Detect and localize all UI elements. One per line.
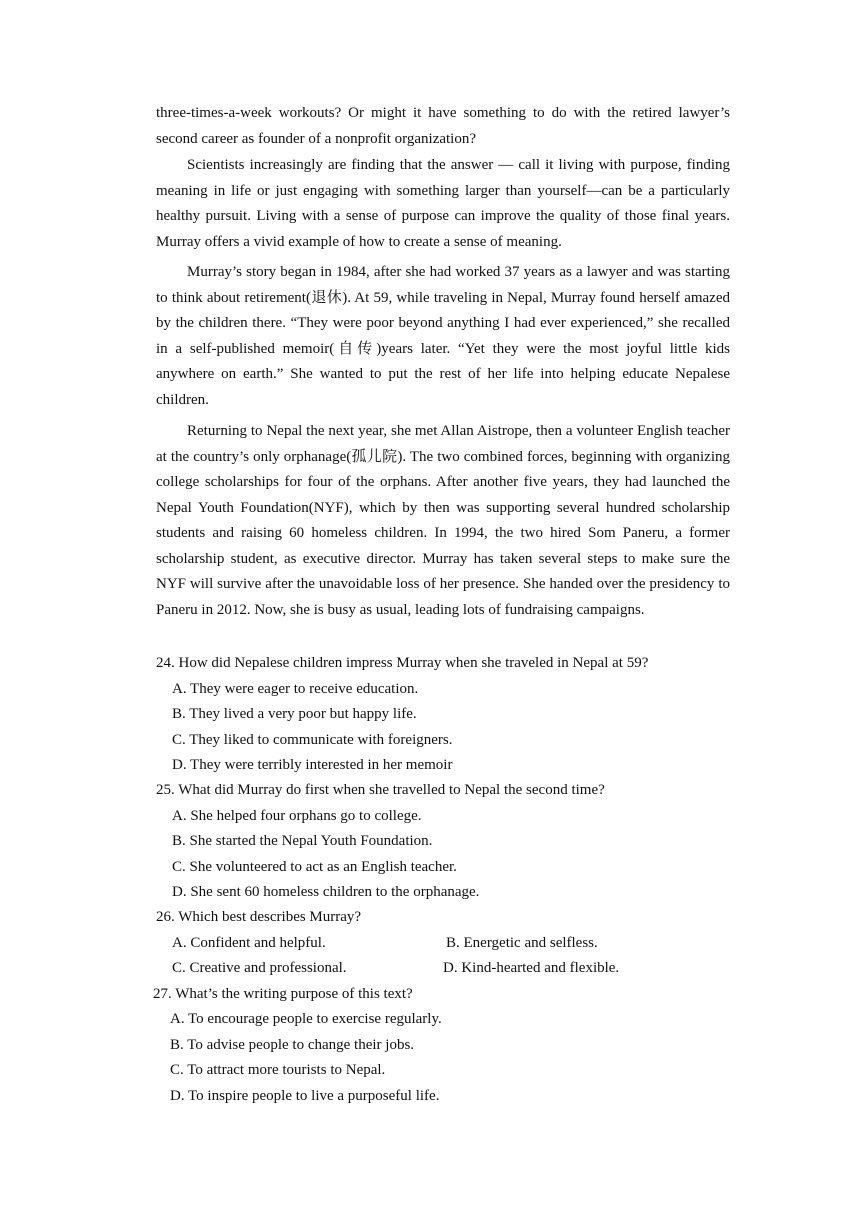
question-27-option-c: C. To attract more tourists to Nepal. xyxy=(170,1062,386,1078)
question-26-option-c: C. Creative and professional. xyxy=(172,960,347,976)
question-25-option-d: D. She sent 60 homeless children to the orphanage. xyxy=(172,884,480,900)
question-26-option-a: A. Confident and helpful. xyxy=(172,935,326,951)
question-24-option-c: C. They liked to communicate with foreigners. xyxy=(172,732,453,748)
question-24-option-d: D. They were terribly interested in her memoir xyxy=(172,757,453,773)
passage-paragraph-4: Returning to Nepal the next year, she met Allan Aistrope, then a volunteer English teacher at the country’s only orphanage(孤儿院). The two combined forces, beginning with organizing college scholarships for four of the orphans. After another five years, they had launched the Nepal Youth Foundation(NYF), which by then was supporting several hundred scholarship students and raising 60 homeless children. In 1994, the two hired Som Paneru, a former scholarship student, as executive director. Murray has taken several steps to make sure the NYF will survive after the unavoidable loss of her presence. She handed over the presidency to Paneru in 2012. Now, she is busy as usual, leading lots of fundraising campaigns. xyxy=(156,423,730,618)
question-25-option-c: C. She volunteered to act as an English teacher. xyxy=(172,859,457,875)
question-25-option-b: B. She started the Nepal Youth Foundation. xyxy=(172,833,433,849)
question-24-option-b: B. They lived a very poor but happy life. xyxy=(172,706,417,722)
question-27-option-b: B. To advise people to change their jobs. xyxy=(170,1037,415,1053)
passage-paragraph-3: Murray’s story began in 1984, after she had worked 37 years as a lawyer and was starting to think about retirement(退休). At 59, while traveling in Nepal, Murray found herself amazed by the children there. “They were poor beyond anything I had ever experienced,” she recalled in a self-published memoir(自传)years later. “Yet they were the most joyful little kids anywhere on earth.” She wanted to put the rest of her life into helping educate Nepalese children. xyxy=(156,264,730,408)
question-24-option-a: A. They were eager to receive education. xyxy=(172,681,419,697)
question-24-stem: 24. How did Nepalese children impress Murray when she traveled in Nepal at 59? xyxy=(156,655,649,671)
passage-paragraph-1: three-times-a-week workouts? Or might it have something to do with the retired lawyer’s second career as founder of a nonprofit organization? xyxy=(156,105,730,147)
question-27-option-a: A. To encourage people to exercise regularly. xyxy=(170,1011,442,1027)
question-27-stem: 27. What’s the writing purpose of this text? xyxy=(153,986,413,1002)
question-26-option-d: D. Kind-hearted and flexible. xyxy=(443,960,620,976)
question-27-option-d: D. To inspire people to live a purposeful life. xyxy=(170,1088,440,1104)
passage-paragraph-2: Scientists increasingly are finding that the answer — call it living with purpose, finding meaning in life or just engaging with something larger than yourself—can be a particularly healthy pursuit. Living with a sense of purpose can improve the quality of those final years. Murray offers a vivid example of how to create a sense of meaning. xyxy=(156,157,730,250)
question-26-option-b: B. Energetic and selfless. xyxy=(446,935,598,951)
question-26-stem: 26. Which best describes Murray? xyxy=(156,909,362,925)
question-25-stem: 25. What did Murray do first when she travelled to Nepal the second time? xyxy=(156,782,605,798)
question-25-option-a: A. She helped four orphans go to college. xyxy=(172,808,422,824)
